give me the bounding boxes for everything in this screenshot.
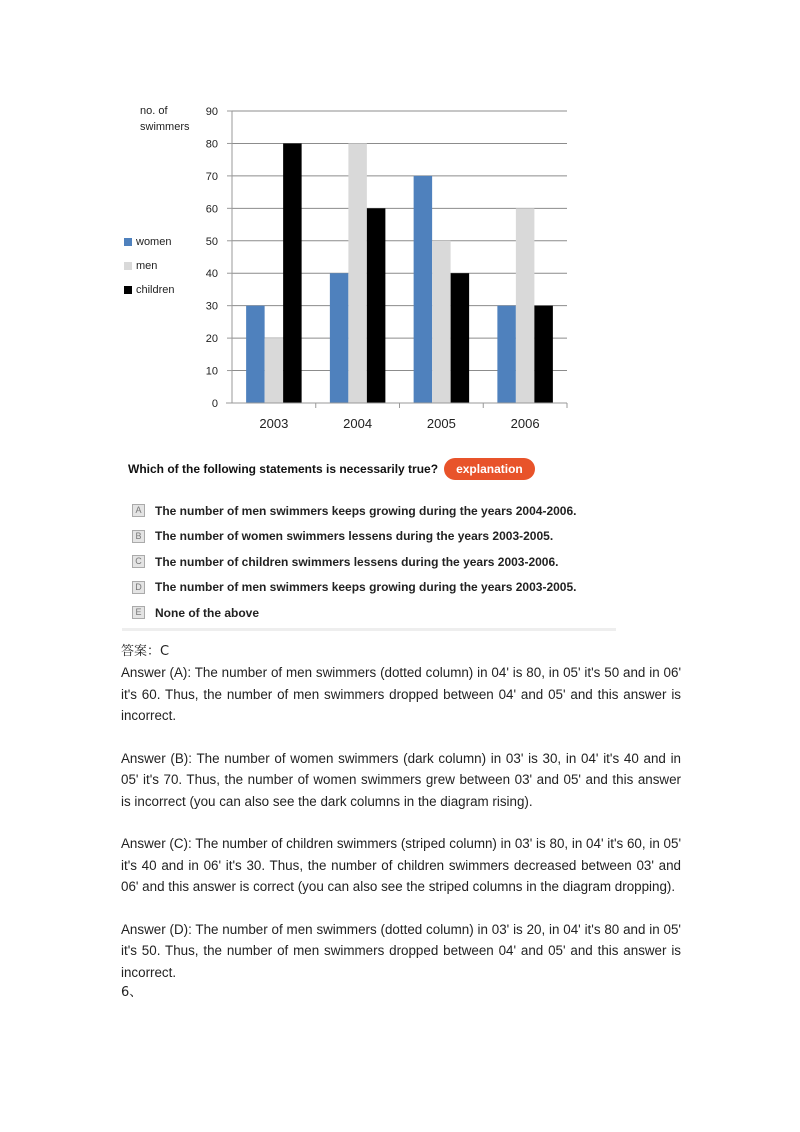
- next-question-number: 6、: [121, 985, 143, 1000]
- y-tick-label: 70: [205, 170, 218, 183]
- option-letter-box[interactable]: B: [132, 530, 145, 543]
- bar-men-2006: [516, 208, 535, 403]
- x-tick-label: 2005: [426, 416, 456, 431]
- y-tick-label: 10: [205, 365, 218, 378]
- y-tick-label: 0: [211, 398, 218, 410]
- legend-item-women: [124, 230, 175, 254]
- answer-paragraph-a: Answer (A): The number of men swimmers (dotted column) in 04' is 80, in 05' it's 50 and in 06' it's 60. Thus, the number of men swimmers dropped between 04' and 05' and this answer is incorrect.: [121, 665, 681, 723]
- bar-children-2005: [451, 273, 470, 403]
- divider: [122, 628, 616, 631]
- explanation-button[interactable]: explanation: [444, 458, 535, 480]
- legend-item-men: [124, 254, 175, 278]
- y-tick-label: 50: [205, 235, 218, 248]
- option-a[interactable]: [132, 498, 612, 524]
- legend-label: men: [136, 260, 158, 272]
- x-tick-label: 2006: [510, 416, 540, 431]
- answer-paragraph-b: Answer (B): The number of women swimmers (dark column) in 03' is 30, in 04' it's 40 and in 05' it's 70. Thus, the number of women swimmers grew between 03' and 05' and this answer is incorrect (you can also see the dark columns in the diagram rising).: [121, 750, 681, 809]
- answer-options: [132, 498, 612, 626]
- option-letter-box[interactable]: D: [132, 581, 145, 594]
- option-text: None of the above: [155, 605, 260, 620]
- option-text: The number of children swimmers lessens during the years 2003-2006.: [155, 554, 559, 569]
- bar-men-2005: [432, 241, 451, 403]
- bar-children-2006: [534, 306, 553, 403]
- legend-swatch: [124, 286, 132, 294]
- option-letter-box[interactable]: A: [132, 504, 145, 517]
- legend-label: children: [136, 284, 175, 296]
- legend-item-children: [124, 278, 175, 302]
- bar-children-2004: [367, 208, 386, 403]
- y-tick-label: 30: [205, 300, 218, 313]
- answer-paragraph-c: Answer (C): The number of children swimmers (striped column) in 03' is 80, in 04' it's 60, in 05' it's 40 and in 06' it's 30. Thus, the number of children swimmers decreased between 03' and 06' and this answer is correct (you can also see the striped columns in the diagram dropping).: [121, 836, 681, 894]
- x-tick-label: 2003: [259, 416, 289, 431]
- bar-chart: [0, 0, 800, 450]
- y-tick-label: 40: [205, 268, 218, 281]
- option-e[interactable]: [132, 600, 612, 626]
- answer-block: [121, 642, 681, 1003]
- option-text: The number of women swimmers lessens during the years 2003-2005.: [155, 529, 554, 544]
- option-b[interactable]: [132, 524, 612, 550]
- legend-label: women: [136, 236, 172, 248]
- y-tick-label: 90: [205, 106, 218, 118]
- bar-women-2006: [497, 306, 516, 403]
- bar-women-2004: [330, 273, 349, 403]
- option-letter-box[interactable]: C: [132, 555, 145, 568]
- option-text: The number of men swimmers keeps growing during the years 2003-2005.: [155, 580, 577, 595]
- y-tick-label: 20: [205, 333, 218, 346]
- answer-label: 答案：C: [121, 644, 170, 659]
- y-tick-label: 60: [205, 203, 218, 216]
- bar-children-2003: [283, 143, 302, 403]
- y-axis-title-line2: swimmers: [140, 121, 190, 133]
- y-axis-title-line1: no. of: [140, 105, 168, 117]
- option-text: The number of men swimmers keeps growing during the years 2004-2006.: [155, 503, 577, 518]
- option-letter-box[interactable]: E: [132, 606, 145, 619]
- x-tick-label: 2004: [343, 416, 373, 431]
- chart-legend: [124, 230, 175, 302]
- bar-women-2005: [414, 176, 433, 403]
- answer-paragraph-d: Answer (D): The number of men swimmers (dotted column) in 03' is 20, in 04' it's 80 and in 05' it's 50. Thus, the number of men swimmers dropped between 04' and 05' and this answer is incorrect.: [121, 921, 681, 980]
- bar-women-2003: [246, 306, 265, 403]
- bar-men-2004: [348, 143, 367, 403]
- option-c[interactable]: [132, 549, 612, 575]
- bar-men-2003: [265, 338, 284, 403]
- y-tick-label: 80: [205, 138, 218, 151]
- question-text: Which of the following statements is necessarily true?: [128, 462, 439, 476]
- legend-swatch: [124, 262, 132, 270]
- question-row: [128, 458, 535, 480]
- legend-swatch: [124, 238, 132, 246]
- option-d[interactable]: [132, 575, 612, 601]
